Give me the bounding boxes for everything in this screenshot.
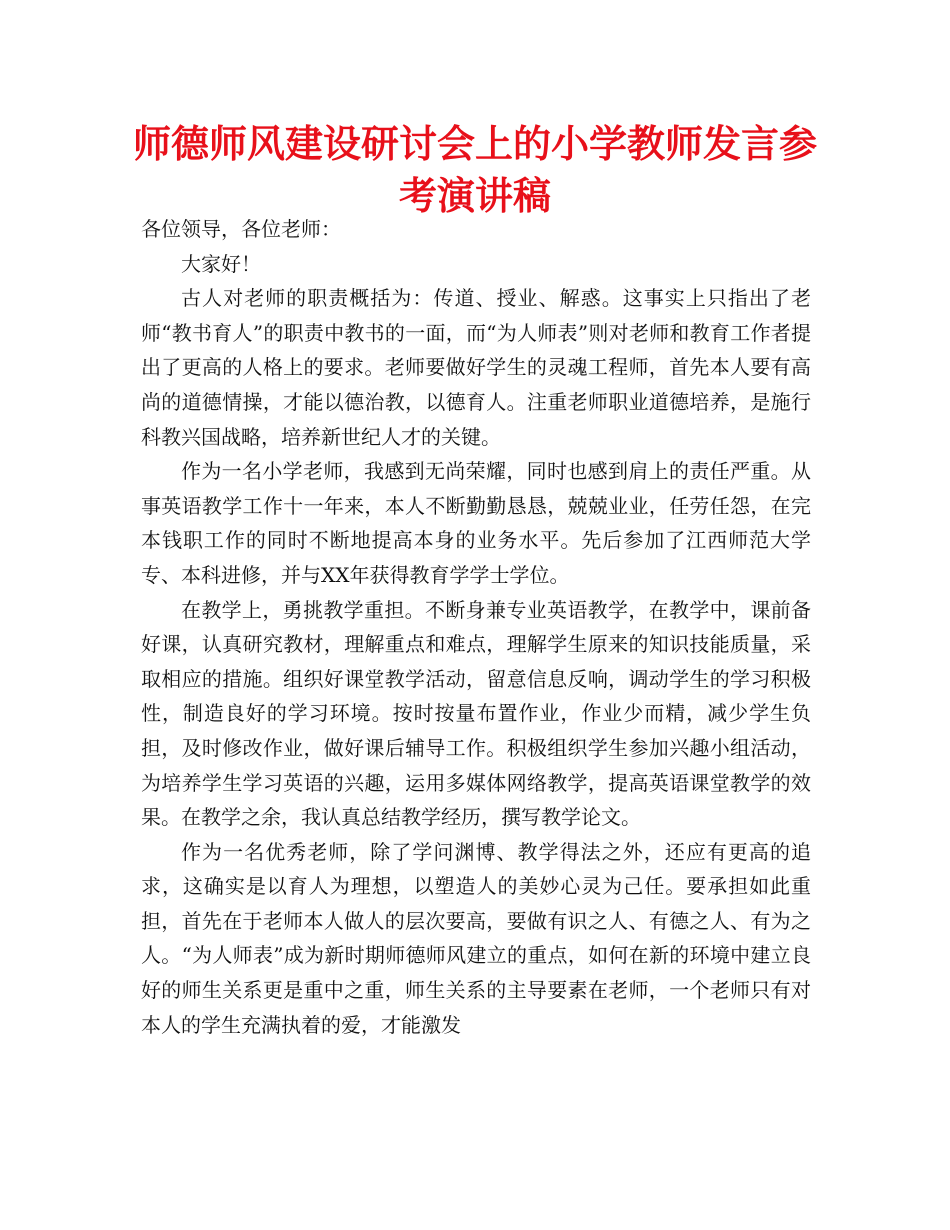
paragraph-2: 作为一名小学老师，我感到无尚荣耀，同时也感到肩上的责任严重。从事英语教学工作十一年来，本人不断勤勤恳恳，兢兢业业，任劳任怨，在完本钱职工作的同时不断地提高本身的业务水平。先后参加了江西师范大学专、本科进修，并与XX年获得教育学学士学位。: [141, 459, 811, 587]
document-title: 师德师风建设研讨会上的小学教师发言参考演讲稿: [132, 122, 817, 218]
greeting: 大家好！: [181, 251, 261, 276]
paragraph-1: 古人对老师的职责概括为：传道、授业、解惑。这事实上只指出了老师“教书育人”的职责中教书的一面，而“为人师表”则对老师和教育工作者提出了更高的人格上的要求。老师要做好学生的灵魂工程师，首先本人要有高尚的道德情操，才能以德治教，以德育人。注重老师职业道德培养，是施行科教兴国战略，培养新世纪人才的关键。: [141, 286, 811, 449]
salutation: 各位领导，各位老师：: [141, 217, 341, 241]
paragraph-3: 在教学上，勇挑教学重担。不断身兼专业英语教学，在教学中，课前备好课，认真研究教材，理解重点和难点，理解学生原来的知识技能质量，采取相应的措施。组织好课堂教学活动，留意信息反响，调动学生的学习积极性，制造良好的学习环境。按时按量布置作业，作业少而精，减少学生负担，及时修改作业，做好课后辅导工作。积极组织学生参加兴趣小组活动，为培养学生学习英语的兴趣，运用多媒体网络教学，提高英语课堂教学的效果。在教学之余，我认真总结教学经历，撰写教学论文。: [141, 597, 811, 830]
document-body: [141, 212, 811, 1042]
paragraph-4: 作为一名优秀老师，除了学问渊博、教学得法之外，还应有更高的追求，这确实是以育人为理想，以塑造人的美妙心灵为己任。要承担如此重担，首先在于老师本人做人的层次要高，要做有识之人、有德之人、有为之人。“为人师表”成为新时期师德师风建立的重点，如何在新的环境中建立良好的师生关系更是重中之重，师生关系的主导要素在老师，一个老师只有对本人的学生充满执着的爱，才能激发: [141, 839, 811, 1037]
